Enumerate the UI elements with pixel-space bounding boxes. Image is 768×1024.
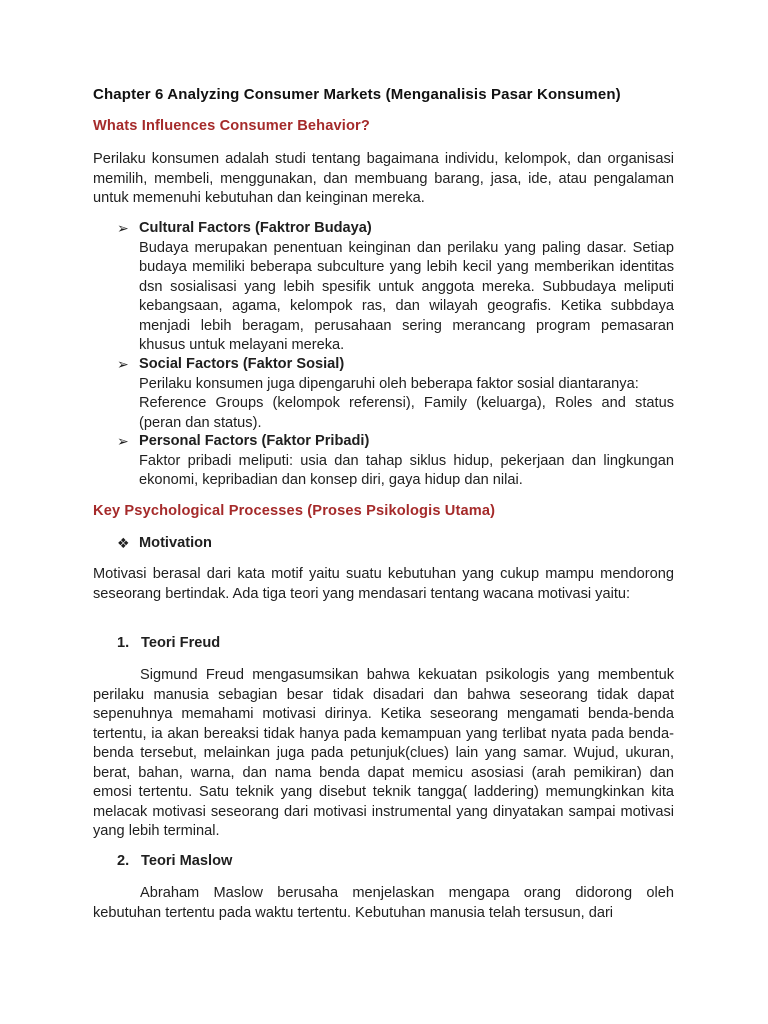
bullet-title-personal: Personal Factors (Faktor Pribadi): [139, 433, 370, 449]
arrow-bullet-icon: ➢: [117, 433, 129, 449]
diamond-bullet-icon: ❖: [117, 535, 130, 551]
intro-paragraph: Perilaku konsumen adalah studi tentang bagaimana individu, kelompok, dan organisasi memilih, membeli, menggunakan, dan membuang barang, jasa, ide, atau pengalaman untuk memenuhi kebutuhan dan keinginan mereka.: [93, 151, 674, 206]
theory-number: 1.: [117, 635, 130, 651]
motivation-intro-paragraph: Motivasi berasal dari kata motif yaitu suatu kebutuhan yang cukup mampu mendorong seseorang bertindak. Ada tiga teori yang mendasari tentang wacana motivasi yaitu:: [93, 566, 674, 602]
arrow-bullet-icon: ➢: [117, 220, 129, 236]
motivation-title: Motivation: [139, 535, 212, 551]
freud-paragraph: Sigmund Freud mengasumsikan bahwa kekuatan psikologis yang membentuk perilaku manusia sebagian besar tidak disadari dan bahwa seseorang tidak dapat sepenuhnya memahami motivasi dirinya. Ketika seseorang mengamati benda-benda tertentu, ia akan bereaksi tidak hanya pada kemampuan yang terlibat nyata pada benda-benda tersebut, melainkan juga pada petunjuk(clues) lain yang samar. Wujud, ukuran, berat, bahan, warna, dan nama benda dapat memicu asosiasi (arah pemikiran) dan emosi tertentu. Satu teknik yang disebut teknik tangga( laddering) memungkinkan kita melacak motivasi seseorang dari motivasi instrumental yang dinyatakan sampai motivasi yang lebih terminal.: [93, 667, 674, 839]
bullet-body-personal: Faktor pribadi meliputi: usia dan tahap siklus hidup, pekerjaan dan lingkungan ekonomi, kepribadian dan konsep diri, gaya hidup dan nilai.: [139, 452, 674, 488]
social-body-line2: Reference Groups (kelompok referensi), Family (keluarga), Roles and status (peran dan status).: [139, 395, 674, 431]
social-body-line1: Perilaku konsumen juga dipengaruhi oleh beberapa faktor sosial diantaranya:: [139, 375, 639, 392]
bullet-body-cultural: Budaya merupakan penentuan keinginan dan perilaku yang paling dasar. Setiap budaya memiliki beberapa subculture yang lebih kecil yang memberikan identitas dsn sosialisasi yang lebih spesifik untuk anggota mereka. Subbudaya meliputi kebangsaan, agama, kelompok ras, dan wilayah geografis. Ketika subbdaya menjadi lebih beragam, perusahaan sering merancang program pemasaran khusus untuk melayani mereka.: [139, 239, 674, 353]
theory-number: 2.: [117, 853, 130, 869]
theory-title: Teori Maslow: [141, 853, 233, 869]
bullet-body-social: [139, 375, 674, 434]
bullet-title-cultural: Cultural Factors (Faktror Budaya): [139, 220, 372, 236]
maslow-paragraph: Abraham Maslow berusaha menjelaskan mengapa orang didorong oleh kebutuhan tertentu pada waktu tertentu. Kebutuhan manusia telah tersusun, dari: [93, 885, 674, 921]
arrow-bullet-icon: ➢: [117, 356, 129, 372]
page-title: Chapter 6 Analyzing Consumer Markets (Menganalisis Pasar Konsumen): [93, 86, 621, 103]
section-heading-psychological: Key Psychological Processes (Proses Psikologis Utama): [93, 503, 496, 519]
theory-title: Teori Freud: [141, 635, 221, 651]
theory-heading-freud: [117, 634, 220, 654]
theory-heading-maslow: [117, 852, 232, 872]
bullet-title-social: Social Factors (Faktor Sosial): [139, 356, 345, 372]
section-heading-influences: Whats Influences Consumer Behavior?: [93, 118, 370, 134]
